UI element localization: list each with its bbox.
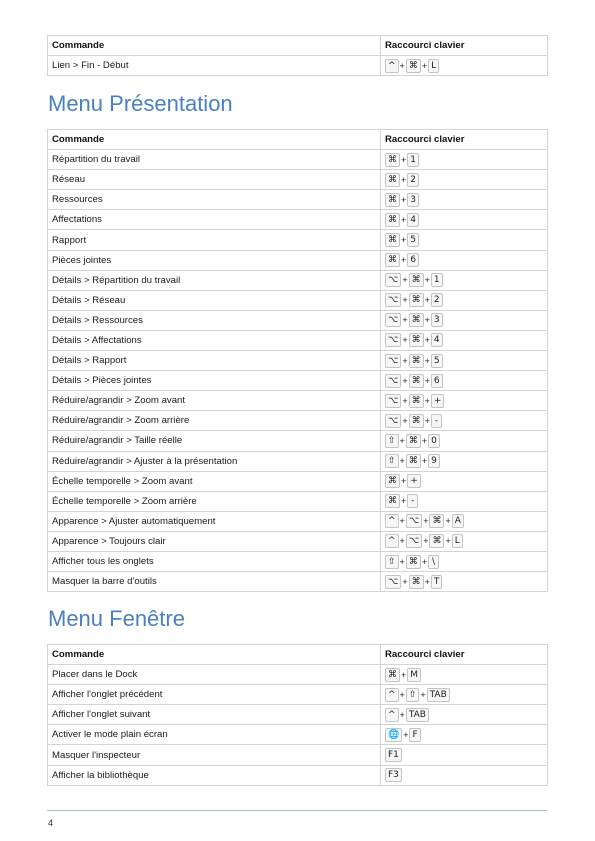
plus-sign: + [402, 355, 408, 366]
keycap: ⌘ [406, 555, 421, 569]
keycap: ⌥ [385, 374, 401, 388]
plus-sign: + [399, 709, 405, 720]
keycap: ⌥ [385, 394, 401, 408]
keycap: TAB [427, 688, 450, 702]
plus-sign: + [424, 576, 430, 587]
keycap: F1 [385, 748, 402, 762]
key-combo [385, 153, 419, 167]
keycap: + [407, 474, 421, 488]
keycap: ⌘ [406, 434, 421, 448]
command-cell: Afficher la bibliothèque [48, 765, 381, 785]
keycap: ⇧ [385, 434, 399, 448]
table-row [48, 56, 548, 76]
command-cell: Détails > Pièces jointes [48, 371, 381, 391]
keycap: F [409, 728, 420, 742]
table-row [48, 270, 548, 290]
command-cell: Réseau [48, 170, 381, 190]
keycap: TAB [406, 708, 429, 722]
command-cell: Détails > Réseau [48, 290, 381, 310]
table-row [48, 351, 548, 371]
keycap: ⌘ [409, 575, 424, 589]
keycap: 🌐 [385, 728, 402, 742]
plus-sign: + [399, 689, 405, 700]
keycap: ⇧ [406, 688, 420, 702]
table-row [48, 210, 548, 230]
table-row [48, 765, 548, 785]
plus-sign: + [424, 295, 430, 306]
plus-sign: + [420, 689, 426, 700]
shortcut-cell [381, 665, 548, 685]
key-combo [385, 494, 418, 508]
key-combo [385, 193, 419, 207]
command-cell: Détails > Ressources [48, 310, 381, 330]
command-cell: Ressources [48, 190, 381, 210]
keycap: A [452, 514, 464, 528]
shortcut-cell [381, 411, 548, 431]
table-row [48, 745, 548, 765]
plus-sign: + [401, 255, 407, 266]
keycap: ^ [385, 708, 399, 722]
keycap: ⌥ [385, 293, 401, 307]
plus-sign: + [421, 556, 428, 567]
keycap: - [431, 414, 442, 428]
table-row [48, 330, 548, 350]
keycap: + [431, 394, 445, 408]
keycap: 9 [428, 454, 440, 468]
table-row [48, 551, 548, 571]
table-row [48, 511, 548, 531]
plus-sign: + [401, 194, 407, 205]
table-row [48, 391, 548, 411]
table-row [48, 170, 548, 190]
key-combo [385, 434, 440, 448]
shortcut-cell [381, 531, 548, 551]
shortcut-cell [381, 471, 548, 491]
command-cell: Activer le mode plain écran [48, 725, 381, 745]
keycap: 3 [407, 193, 419, 207]
keycap: 3 [431, 313, 443, 327]
keycap: ⌥ [406, 534, 422, 548]
key-combo [385, 768, 402, 782]
key-combo [385, 333, 443, 347]
table-row [48, 431, 548, 451]
keycap: ⌘ [385, 153, 400, 167]
key-combo [385, 668, 421, 682]
key-combo [385, 555, 439, 569]
plus-sign: + [402, 315, 408, 326]
plus-sign: + [399, 516, 405, 527]
shortcut-table-presentation [47, 129, 548, 592]
keycap: F3 [385, 768, 402, 782]
shortcut-cell [381, 745, 548, 765]
section-title-window: Menu Fenêtre [48, 606, 185, 631]
table-row [48, 665, 548, 685]
command-cell: Afficher l'onglet suivant [48, 705, 381, 725]
keycap: ⌥ [385, 313, 401, 327]
table-row [48, 310, 548, 330]
page-number: 4 [48, 818, 54, 828]
command-cell: Lien > Fin - Début [48, 56, 381, 76]
header-shortcut: Raccourci clavier [381, 36, 548, 56]
keycap: ⌘ [409, 313, 424, 327]
shortcut-cell [381, 351, 548, 371]
plus-sign: + [421, 435, 428, 446]
command-cell: Masquer la barre d'outils [48, 572, 381, 592]
keycap: ⌘ [406, 59, 421, 73]
command-cell: Détails > Rapport [48, 351, 381, 371]
shortcut-cell [381, 491, 548, 511]
keycap: 1 [407, 153, 419, 167]
keycap: ⌘ [409, 333, 424, 347]
keycap: ⌘ [409, 414, 424, 428]
key-combo [385, 293, 443, 307]
key-combo [385, 748, 402, 762]
table-row [48, 371, 548, 391]
table-row [48, 531, 548, 551]
command-cell: Rapport [48, 230, 381, 250]
plus-sign: + [399, 536, 405, 547]
keycap: ⌘ [385, 668, 400, 682]
keycap: ⌘ [385, 193, 400, 207]
command-cell: Répartition du travail [48, 150, 381, 170]
keycap: ⌘ [385, 494, 400, 508]
plus-sign: + [399, 60, 405, 71]
shortcut-cell [381, 705, 548, 725]
header-shortcut: Raccourci clavier [381, 130, 548, 150]
key-combo [385, 394, 444, 408]
keycap: ⌥ [385, 575, 401, 589]
plus-sign: + [399, 556, 405, 567]
plus-sign: + [399, 456, 405, 467]
table-row [48, 572, 548, 592]
plus-sign: + [402, 335, 408, 346]
keycap: ⇧ [385, 454, 399, 468]
table-header-row [48, 130, 548, 150]
plus-sign: + [401, 174, 407, 185]
shortcut-table-top [47, 35, 548, 76]
keycap: 2 [407, 173, 419, 187]
key-combo [385, 233, 419, 247]
plus-sign: + [401, 154, 407, 165]
section-title-presentation: Menu Présentation [48, 91, 233, 116]
plus-sign: + [424, 315, 430, 326]
plus-sign: + [402, 275, 408, 286]
keycap: L [428, 59, 439, 73]
plus-sign: + [423, 536, 429, 547]
keycap: ⌥ [406, 514, 422, 528]
keycap: ⌥ [385, 354, 401, 368]
command-cell: Afficher l'onglet précédent [48, 685, 381, 705]
plus-sign: + [424, 415, 430, 426]
keycap: ^ [385, 688, 399, 702]
table-row [48, 491, 548, 511]
command-cell: Réduire/agrandir > Zoom arrière [48, 411, 381, 431]
keycap: 6 [431, 374, 443, 388]
keycap: ^ [385, 59, 399, 73]
table-row [48, 411, 548, 431]
keycap: ⌘ [409, 273, 424, 287]
key-combo [385, 534, 463, 548]
keycap: ⌘ [385, 253, 400, 267]
keycap: ⇧ [385, 555, 399, 569]
header-command: Commande [48, 130, 381, 150]
table-row [48, 230, 548, 250]
shortcut-cell [381, 572, 548, 592]
key-combo [385, 59, 439, 73]
keycap: 4 [431, 333, 443, 347]
keycap: ⌘ [409, 354, 424, 368]
plus-sign: + [402, 395, 408, 406]
keycap: - [407, 494, 418, 508]
table-row [48, 190, 548, 210]
shortcut-cell [381, 371, 548, 391]
shortcut-cell [381, 330, 548, 350]
table-row [48, 451, 548, 471]
shortcut-cell [381, 250, 548, 270]
plus-sign: + [402, 375, 408, 386]
shortcut-cell [381, 290, 548, 310]
key-combo [385, 253, 419, 267]
shortcut-cell [381, 210, 548, 230]
command-cell: Pièces jointes [48, 250, 381, 270]
keycap: ⌘ [385, 213, 400, 227]
plus-sign: + [401, 669, 407, 680]
table-row [48, 725, 548, 745]
shortcut-cell [381, 310, 548, 330]
shortcut-cell [381, 150, 548, 170]
command-cell: Apparence > Toujours clair [48, 531, 381, 551]
plus-sign: + [403, 729, 409, 740]
keycap: ⌘ [409, 293, 424, 307]
key-combo [385, 728, 421, 742]
plus-sign: + [401, 214, 407, 225]
table-header-row [48, 645, 548, 665]
key-combo [385, 474, 421, 488]
command-cell: Détails > Répartition du travail [48, 270, 381, 290]
shortcut-table-window [47, 644, 548, 786]
keycap: 0 [428, 434, 440, 448]
table-row [48, 471, 548, 491]
plus-sign: + [445, 536, 451, 547]
plus-sign: + [401, 476, 407, 487]
keycap: ⌘ [385, 173, 400, 187]
keycap: \ [428, 555, 439, 569]
command-cell: Apparence > Ajuster automatiquement [48, 511, 381, 531]
plus-sign: + [401, 235, 407, 246]
keycap: 5 [431, 354, 443, 368]
plus-sign: + [445, 516, 451, 527]
key-combo [385, 575, 442, 589]
keycap: ⌘ [409, 374, 424, 388]
plus-sign: + [421, 456, 428, 467]
table-row [48, 250, 548, 270]
plus-sign: + [424, 375, 430, 386]
key-combo [385, 273, 443, 287]
plus-sign: + [424, 395, 430, 406]
keycap: ⌘ [429, 514, 444, 528]
plus-sign: + [423, 516, 429, 527]
shortcut-cell [381, 170, 548, 190]
plus-sign: + [421, 60, 428, 71]
keycap: ^ [385, 534, 399, 548]
command-cell: Détails > Affectations [48, 330, 381, 350]
command-cell: Affectations [48, 210, 381, 230]
shortcut-cell [381, 270, 548, 290]
plus-sign: + [424, 335, 430, 346]
key-combo [385, 374, 443, 388]
shortcut-cell [381, 391, 548, 411]
plus-sign: + [402, 415, 408, 426]
shortcut-cell [381, 551, 548, 571]
shortcut-cell [381, 451, 548, 471]
header-shortcut: Raccourci clavier [381, 645, 548, 665]
key-combo [385, 354, 443, 368]
command-cell: Afficher tous les onglets [48, 551, 381, 571]
command-cell: Réduire/agrandir > Ajuster à la présentation [48, 451, 381, 471]
keycap: ⌘ [385, 474, 400, 488]
keycap: 5 [407, 233, 419, 247]
table-row [48, 685, 548, 705]
keycap: 6 [407, 253, 419, 267]
shortcut-cell [381, 56, 548, 76]
keycap: 1 [431, 273, 443, 287]
command-cell: Placer dans le Dock [48, 665, 381, 685]
command-cell: Réduire/agrandir > Taille réelle [48, 431, 381, 451]
plus-sign: + [401, 496, 407, 507]
plus-sign: + [402, 295, 408, 306]
keycap: ⌥ [385, 273, 401, 287]
key-combo [385, 688, 450, 702]
plus-sign: + [399, 435, 405, 446]
keycap: 2 [431, 293, 443, 307]
table-row [48, 290, 548, 310]
key-combo [385, 454, 440, 468]
command-cell: Échelle temporelle > Zoom arrière [48, 491, 381, 511]
command-cell: Échelle temporelle > Zoom avant [48, 471, 381, 491]
command-cell: Réduire/agrandir > Zoom avant [48, 391, 381, 411]
shortcut-cell [381, 431, 548, 451]
plus-sign: + [424, 355, 430, 366]
keycap: ⌥ [385, 414, 401, 428]
keycap: M [407, 668, 421, 682]
plus-sign: + [402, 576, 408, 587]
table-row [48, 705, 548, 725]
keycap: 4 [407, 213, 419, 227]
keycap: ⌘ [429, 534, 444, 548]
key-combo [385, 708, 429, 722]
footer-rule [47, 810, 547, 811]
header-command: Commande [48, 645, 381, 665]
table-header-row [48, 36, 548, 56]
keycap: ⌘ [406, 454, 421, 468]
shortcut-cell [381, 685, 548, 705]
command-cell: Masquer l'inspecteur [48, 745, 381, 765]
shortcut-cell [381, 765, 548, 785]
keycap: L [452, 534, 463, 548]
table-row [48, 150, 548, 170]
keycap: ⌘ [385, 233, 400, 247]
shortcut-cell [381, 190, 548, 210]
plus-sign: + [424, 275, 430, 286]
key-combo [385, 514, 464, 528]
key-combo [385, 173, 419, 187]
keycap: ^ [385, 514, 399, 528]
header-command: Commande [48, 36, 381, 56]
key-combo [385, 313, 443, 327]
key-combo [385, 213, 419, 227]
key-combo [385, 414, 442, 428]
keycap: ⌘ [409, 394, 424, 408]
shortcut-cell [381, 511, 548, 531]
keycap: ⌥ [385, 333, 401, 347]
shortcut-cell [381, 230, 548, 250]
shortcut-cell [381, 725, 548, 745]
keycap: T [431, 575, 443, 589]
